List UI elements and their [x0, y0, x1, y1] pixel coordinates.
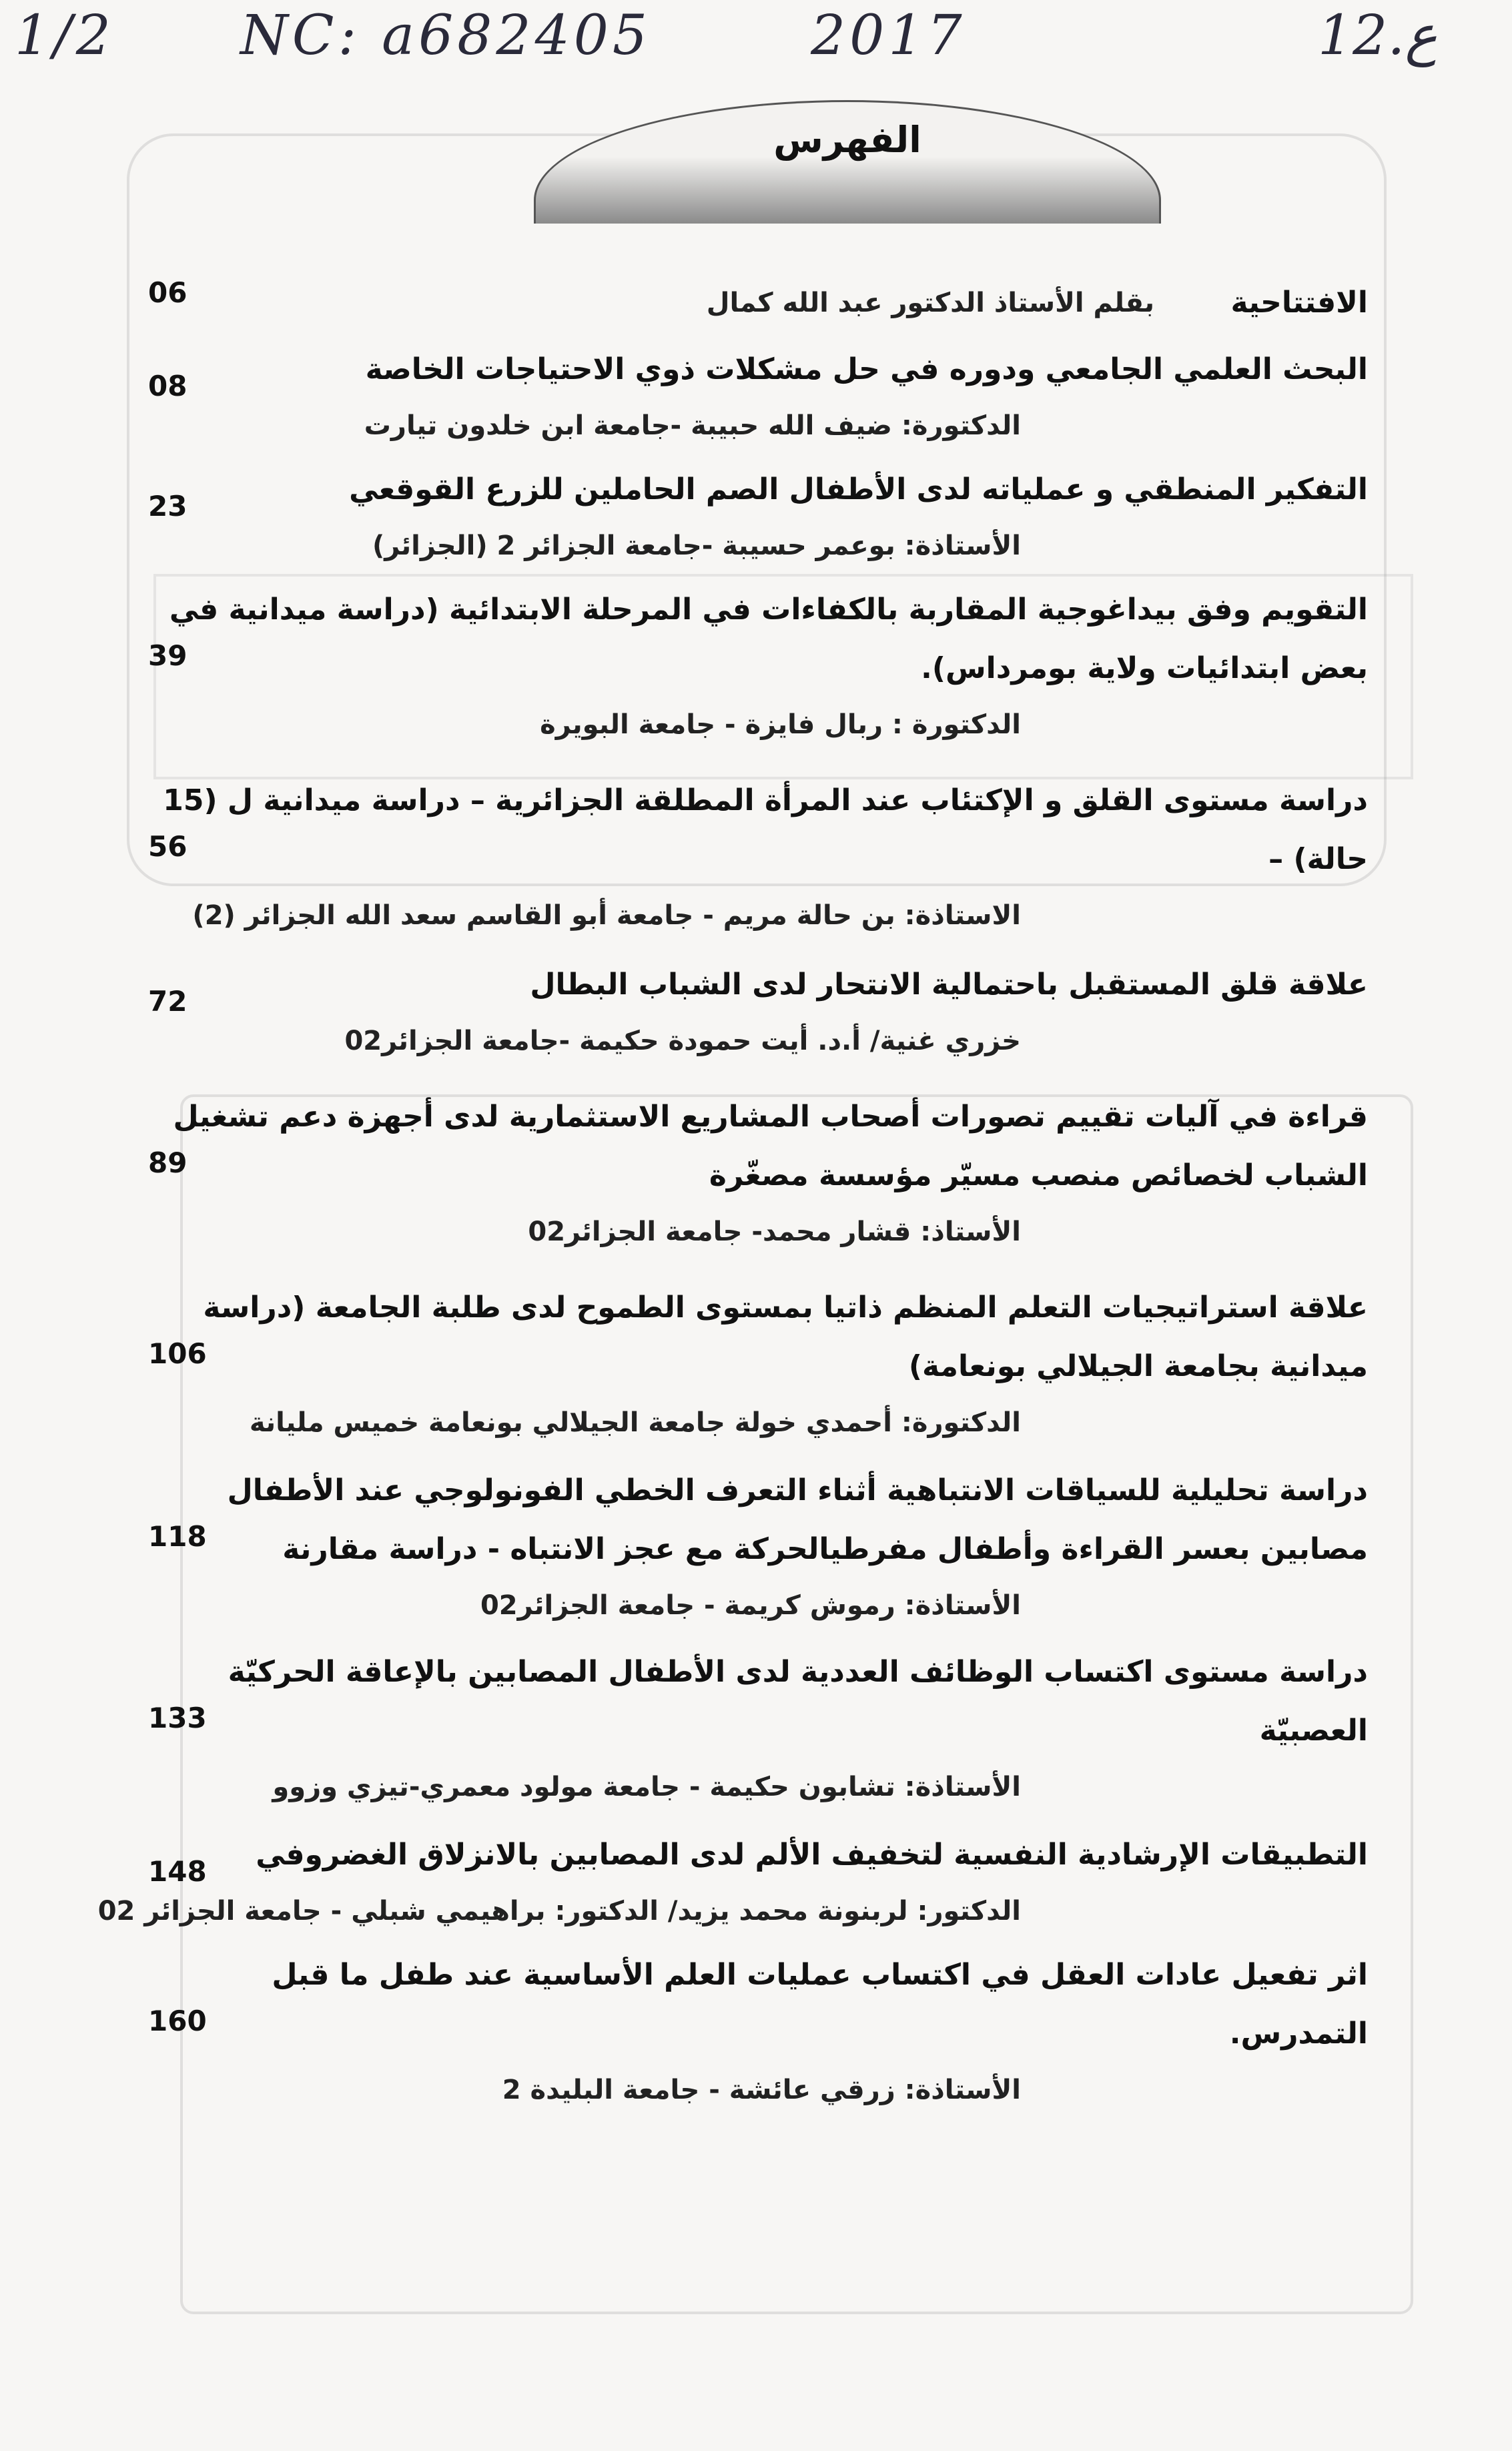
toc-entry[interactable]: [120, 1088, 1368, 1259]
toc-entry-title: دراسة مستوى القلق و الإكتئاب عند المرأة المطلقة الجزائرية – دراسة ميدانية ل (15: [163, 783, 1368, 817]
toc-entry-page-number: 133: [148, 1702, 207, 1734]
toc-entry-page-number: 08: [148, 370, 187, 402]
toc-entry-author: الأستاذة: زرقي عائشة - جامعة البليدة 2: [502, 2075, 1021, 2105]
toc-entry[interactable]: [120, 1643, 1368, 1814]
toc-entry-title: اثر تفعيل عادات العقل في اكتساب عمليات العلم الأساسية عند طفل ما قبل: [272, 1958, 1368, 1992]
toc-entry[interactable]: [120, 1946, 1368, 2117]
toc-entry-author: الدكتور: لربنونة محمد يزيد/ الدكتور: براهيمي شبلي - جامعة الجزائر 02: [97, 1896, 1021, 1927]
handwritten-page-fraction: 1/2: [15, 4, 115, 67]
handwritten-year: 2017: [811, 4, 966, 67]
page-title: الفهرس: [773, 119, 921, 161]
toc-entry-page-number: 89: [148, 1146, 187, 1179]
toc-entry-page-number: 72: [148, 985, 187, 1018]
toc-entry-author: الدكتورة: ضيف الله حبيبة -جامعة ابن خلدون تيارت: [364, 410, 1021, 441]
toc-entry-page-number: 39: [148, 639, 187, 672]
toc-entry-title: بعض ابتدائيات ولاية بومرداس).: [921, 651, 1368, 685]
toc-entry[interactable]: [120, 340, 1368, 452]
toc-entry[interactable]: [120, 460, 1368, 573]
toc-entry-title: دراسة تحليلية للسياقات الانتباهية أثناء التعرف الخطي الفونولوجي عند الأطفال: [227, 1473, 1368, 1507]
toc-entry-title: البحث العلمي الجامعي ودوره في حل مشكلات ذوي الاحتياجات الخاصة: [365, 352, 1368, 386]
toc-entry-author: خزري غنية/ أ.د. أيت حمودة حكيمة -جامعة الجزائر02: [344, 1026, 1021, 1056]
toc-entry-title: الافتتاحية: [1230, 286, 1368, 320]
toc-entry[interactable]: [120, 581, 1368, 751]
toc-entry-title: ميدانية بجامعة الجيلالي بونعامة): [908, 1349, 1368, 1383]
toc-entry-page-number: 23: [148, 490, 187, 522]
toc-entry-title: التطبيقات الإرشادية النفسية لتخفيف الألم لدى المصابين بالانزلاق الغضروفي: [256, 1838, 1368, 1872]
toc-entry[interactable]: [120, 1461, 1368, 1632]
toc-entry-page-number: 148: [148, 1855, 207, 1888]
toc-entry-title: العصبيّة: [1259, 1714, 1368, 1748]
toc-entry-title: التمدرس.: [1229, 2017, 1368, 2051]
handwritten-code: NC: a682405: [240, 4, 652, 67]
toc-entry-page-number: 118: [148, 1520, 207, 1553]
toc-entry[interactable]: [120, 1279, 1368, 1449]
toc-entry-title: مصابين بعسر القراءة وأطفال مفرطيالحركة مع عجز الانتباه - دراسة مقارنة: [282, 1532, 1368, 1566]
toc-entry-author: بقلم الأستاذ الدكتور عبد الله كمال: [706, 288, 1154, 318]
toc-entry-author: الأستاذ: قشار محمد- جامعة الجزائر02: [528, 1216, 1021, 1247]
toc-entry-page-number: 160: [148, 2005, 207, 2037]
toc-entry-page-number: 56: [148, 830, 187, 863]
toc-entry[interactable]: [120, 274, 1368, 332]
table-of-contents: [97, 274, 1368, 2117]
toc-entry[interactable]: [120, 771, 1368, 942]
toc-entry-page-number: 106: [148, 1337, 207, 1370]
toc-entry-author: الدكتورة : ربال فايزة - جامعة البويرة: [540, 709, 1021, 740]
toc-entry-title: قراءة في آليات تقييم تصورات أصحاب المشاريع الاستثمارية لدى أجهزة دعم تشغيل: [173, 1100, 1368, 1134]
toc-entry-author: الأستاذة: تشابون حكيمة - جامعة مولود معمري-تيزي وزوو: [272, 1772, 1021, 1802]
toc-entry-title: علاقة قلق المستقبل باحتمالية الانتحار لدى الشباب البطال: [530, 968, 1368, 1002]
toc-entry[interactable]: [97, 1826, 1368, 1938]
toc-entry-title: علاقة استراتيجيات التعلم المنظم ذاتيا بمستوى الطموح لدى طلبة الجامعة (دراسة: [203, 1291, 1368, 1325]
handwritten-issue: 12.ع: [1318, 4, 1438, 67]
toc-entry-title: دراسة مستوى اكتساب الوظائف العددية لدى الأطفال المصابين بالإعاقة الحركيّة: [228, 1655, 1368, 1689]
toc-entry-author: الأستاذة: بوعمر حسيبة -جامعة الجزائر 2 (الجزائر): [372, 531, 1021, 561]
toc-entry-page-number: 06: [148, 276, 187, 309]
toc-entry-title: التفكير المنطقي و عملياته لدى الأطفال الصم الحاملين للزرع القوقعي: [349, 472, 1368, 506]
toc-entry-author: الدكتورة: أحمدي خولة جامعة الجيلالي بونعامة خميس مليانة: [249, 1407, 1021, 1438]
toc-entry-title: الشباب لخصائص منصب مسيّر مؤسسة مصغّرة: [709, 1158, 1368, 1192]
toc-entry-author: الأستاذة: رموش كريمة - جامعة الجزائر02: [480, 1590, 1021, 1621]
toc-entry-title: حالة) –: [1268, 842, 1368, 876]
toc-entry-author: الاستاذة: بن حالة مريم - جامعة أبو القاسم سعد الله الجزائر (2): [192, 900, 1021, 931]
toc-entry-title: التقويم وفق بيداغوجية المقاربة بالكفاءات في المرحلة الابتدائية (دراسة ميدانية في: [169, 593, 1368, 627]
toc-entry[interactable]: [120, 956, 1368, 1068]
